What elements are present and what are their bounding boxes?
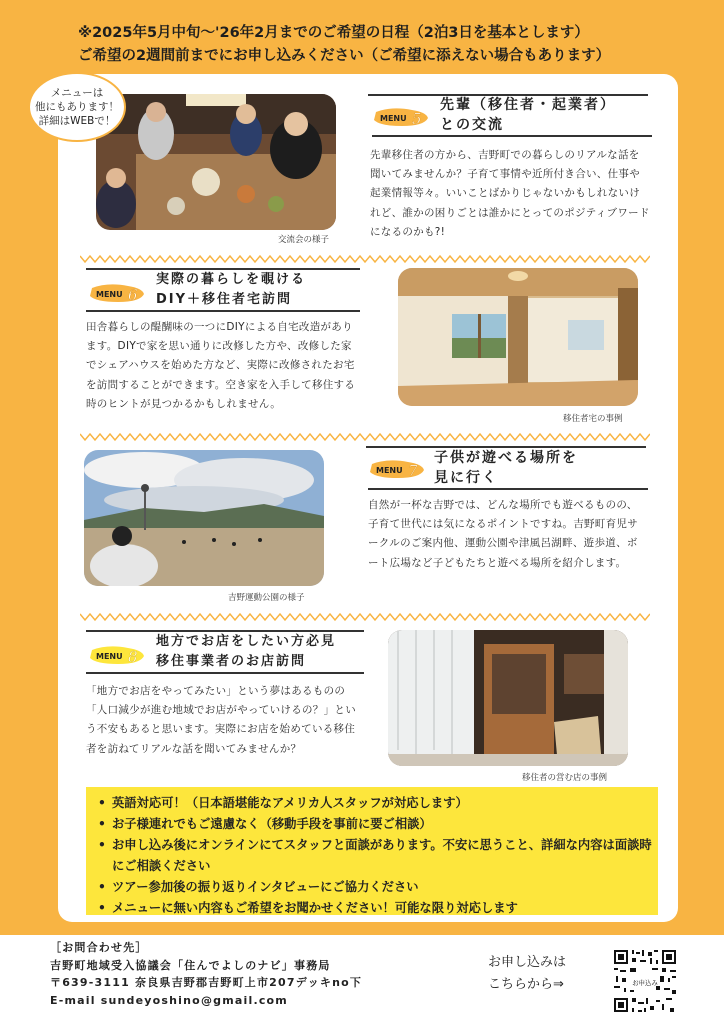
menu7-title-line1: 子供が遊べる場所を — [434, 450, 578, 466]
menu8-title — [156, 632, 336, 672]
menu8-body: 「地方でお店をやってみたい」という夢はあるものの「人口減少が進む地域でお店がやっていけるの？」という不安もあると思います。実際にお店を始めている移住者を訪ねてリアルな話を聞いてみませんか？ — [86, 685, 356, 755]
more-menu-bubble — [28, 72, 126, 142]
menu8-rule — [86, 672, 364, 674]
menu5-title — [440, 95, 616, 135]
menu6-title-line2: DIY＋移住者宅訪問 — [156, 292, 293, 307]
menu6-caption: 移住者宅の事例 — [563, 414, 623, 424]
contact-block — [50, 939, 362, 1009]
apply-line1: お申し込みは — [488, 955, 567, 970]
menu8-title-line1: 地方でお店をしたい方必見 — [156, 634, 337, 649]
svg-text:MENU: MENU — [96, 290, 123, 299]
schedule-notice-line2: ご希望の2週間前までにお申し込みください（ご希望に添えない場合もあります） — [78, 48, 611, 64]
contact-address: 〒639-3111 奈良県吉野郡吉野町上市207デッキno下 — [50, 976, 363, 989]
bubble-line2: 他にもあります！ — [35, 101, 119, 113]
contact-email[interactable]: E-mail sundeyoshino@gmail.com — [50, 993, 288, 1007]
sports-park-photo — [84, 450, 324, 586]
menu7-title — [434, 448, 578, 488]
exchange-meeting-photo — [96, 94, 336, 230]
note-item: • お子様連れでもご遠慮なく（移動手段を事前に要ご相談） — [98, 814, 658, 835]
svg-text:6: 6 — [128, 286, 138, 304]
menu5-title-line1: 先輩（移住者・起業者） — [440, 97, 616, 113]
menu5-tag — [372, 106, 430, 128]
menu6-title-line1: 実際の暮らしを覗ける — [156, 272, 307, 287]
bubble-line1: メニューは — [50, 87, 104, 99]
menu8-caption: 移住者の営む店の事例 — [522, 773, 608, 783]
note-item: • ツアー参加後の振り返りインタビューにご協力ください — [98, 877, 658, 898]
menu6-title — [156, 270, 306, 310]
note-item: • メニューに無い内容もご希望をお聞かせください！可能な限り対応します — [98, 898, 658, 919]
note-item: • 英語対応可！（日本語堪能なアメリカ人スタッフが対応します） — [98, 793, 658, 814]
menu7-caption: 吉野運動公園の様子 — [228, 593, 305, 603]
svg-text:MENU: MENU — [380, 114, 407, 123]
svg-text:MENU: MENU — [96, 652, 123, 661]
menu7-rule — [368, 488, 648, 490]
migrant-home-photo — [398, 268, 638, 406]
svg-text:お申込み: お申込み — [632, 979, 658, 987]
application-qr-code[interactable] — [612, 948, 678, 1014]
note-item: • お申し込み後にオンラインにてスタッフと面談があります。不安に思うこと、詳細な内容は面談時にご相談ください — [98, 835, 658, 877]
svg-text:7: 7 — [408, 462, 418, 480]
bubble-line3: 詳細はWEBで！ — [38, 115, 116, 127]
svg-text:5: 5 — [412, 110, 422, 128]
schedule-notice-line1: ※2025年5月中旬～'26年2月までのご希望の日程（2泊3日を基本とします） — [78, 25, 589, 41]
contact-org: 吉野町地域受入協議会「住んでよしのナビ」事務局 — [50, 958, 331, 972]
zigzag-divider — [80, 612, 650, 622]
menu7-title-line2: 見に行く — [434, 470, 498, 486]
apply-line2: こちらから⇒ — [488, 977, 564, 992]
menu6-rule — [86, 310, 360, 312]
menu8-title-line2: 移住事業者のお店訪問 — [156, 654, 307, 669]
menu7-tag — [368, 458, 426, 480]
menu5-caption: 交流会の様子 — [278, 235, 330, 245]
menu5-title-line2: との交流 — [440, 117, 504, 133]
menu8-tag — [88, 644, 146, 666]
svg-text:MENU: MENU — [376, 466, 403, 475]
menu7-body: 自然が一杯な吉野では、どんな場所でも遊べるものの、子育て世代には気になるポイントですね。吉野町育児サークルのご案内他、運動公園や津風呂湖畔、遊歩道、ボート広場など子どもたちと遊べる場所を紹介します。 — [368, 499, 638, 569]
zigzag-divider — [80, 254, 650, 264]
contact-heading: ［お問合わせ先］ — [50, 941, 148, 954]
apply-text — [488, 952, 566, 996]
shop-photo — [388, 630, 628, 766]
menu5-body: 先輩移住者の方から、吉野町での暮らしのリアルな話を聞いてみませんか？子育て事情や近所付き合い、仕事や起業情報等々。いいことばかりじゃないかもしれないけれど、誰かの困りごとは誰かにとってのポジティブワードになるのかも?! — [370, 149, 650, 238]
zigzag-divider — [80, 432, 650, 442]
menu6-body: 田舎暮らしの醍醐味の一つにDIYによる自宅改造があります。DIYで家を思い通りに改修した方や、改修した家でシェアハウスを始めた方など、実際に改修されたお宅を訪問することができます。空き家を入手して移住する時のヒントが見つかるかもしれません。 — [86, 321, 356, 410]
menu6-tag — [88, 282, 146, 304]
menu5-rule — [372, 135, 652, 137]
svg-text:8: 8 — [128, 648, 138, 666]
schedule-notice — [78, 22, 698, 68]
notes-box — [86, 787, 658, 915]
